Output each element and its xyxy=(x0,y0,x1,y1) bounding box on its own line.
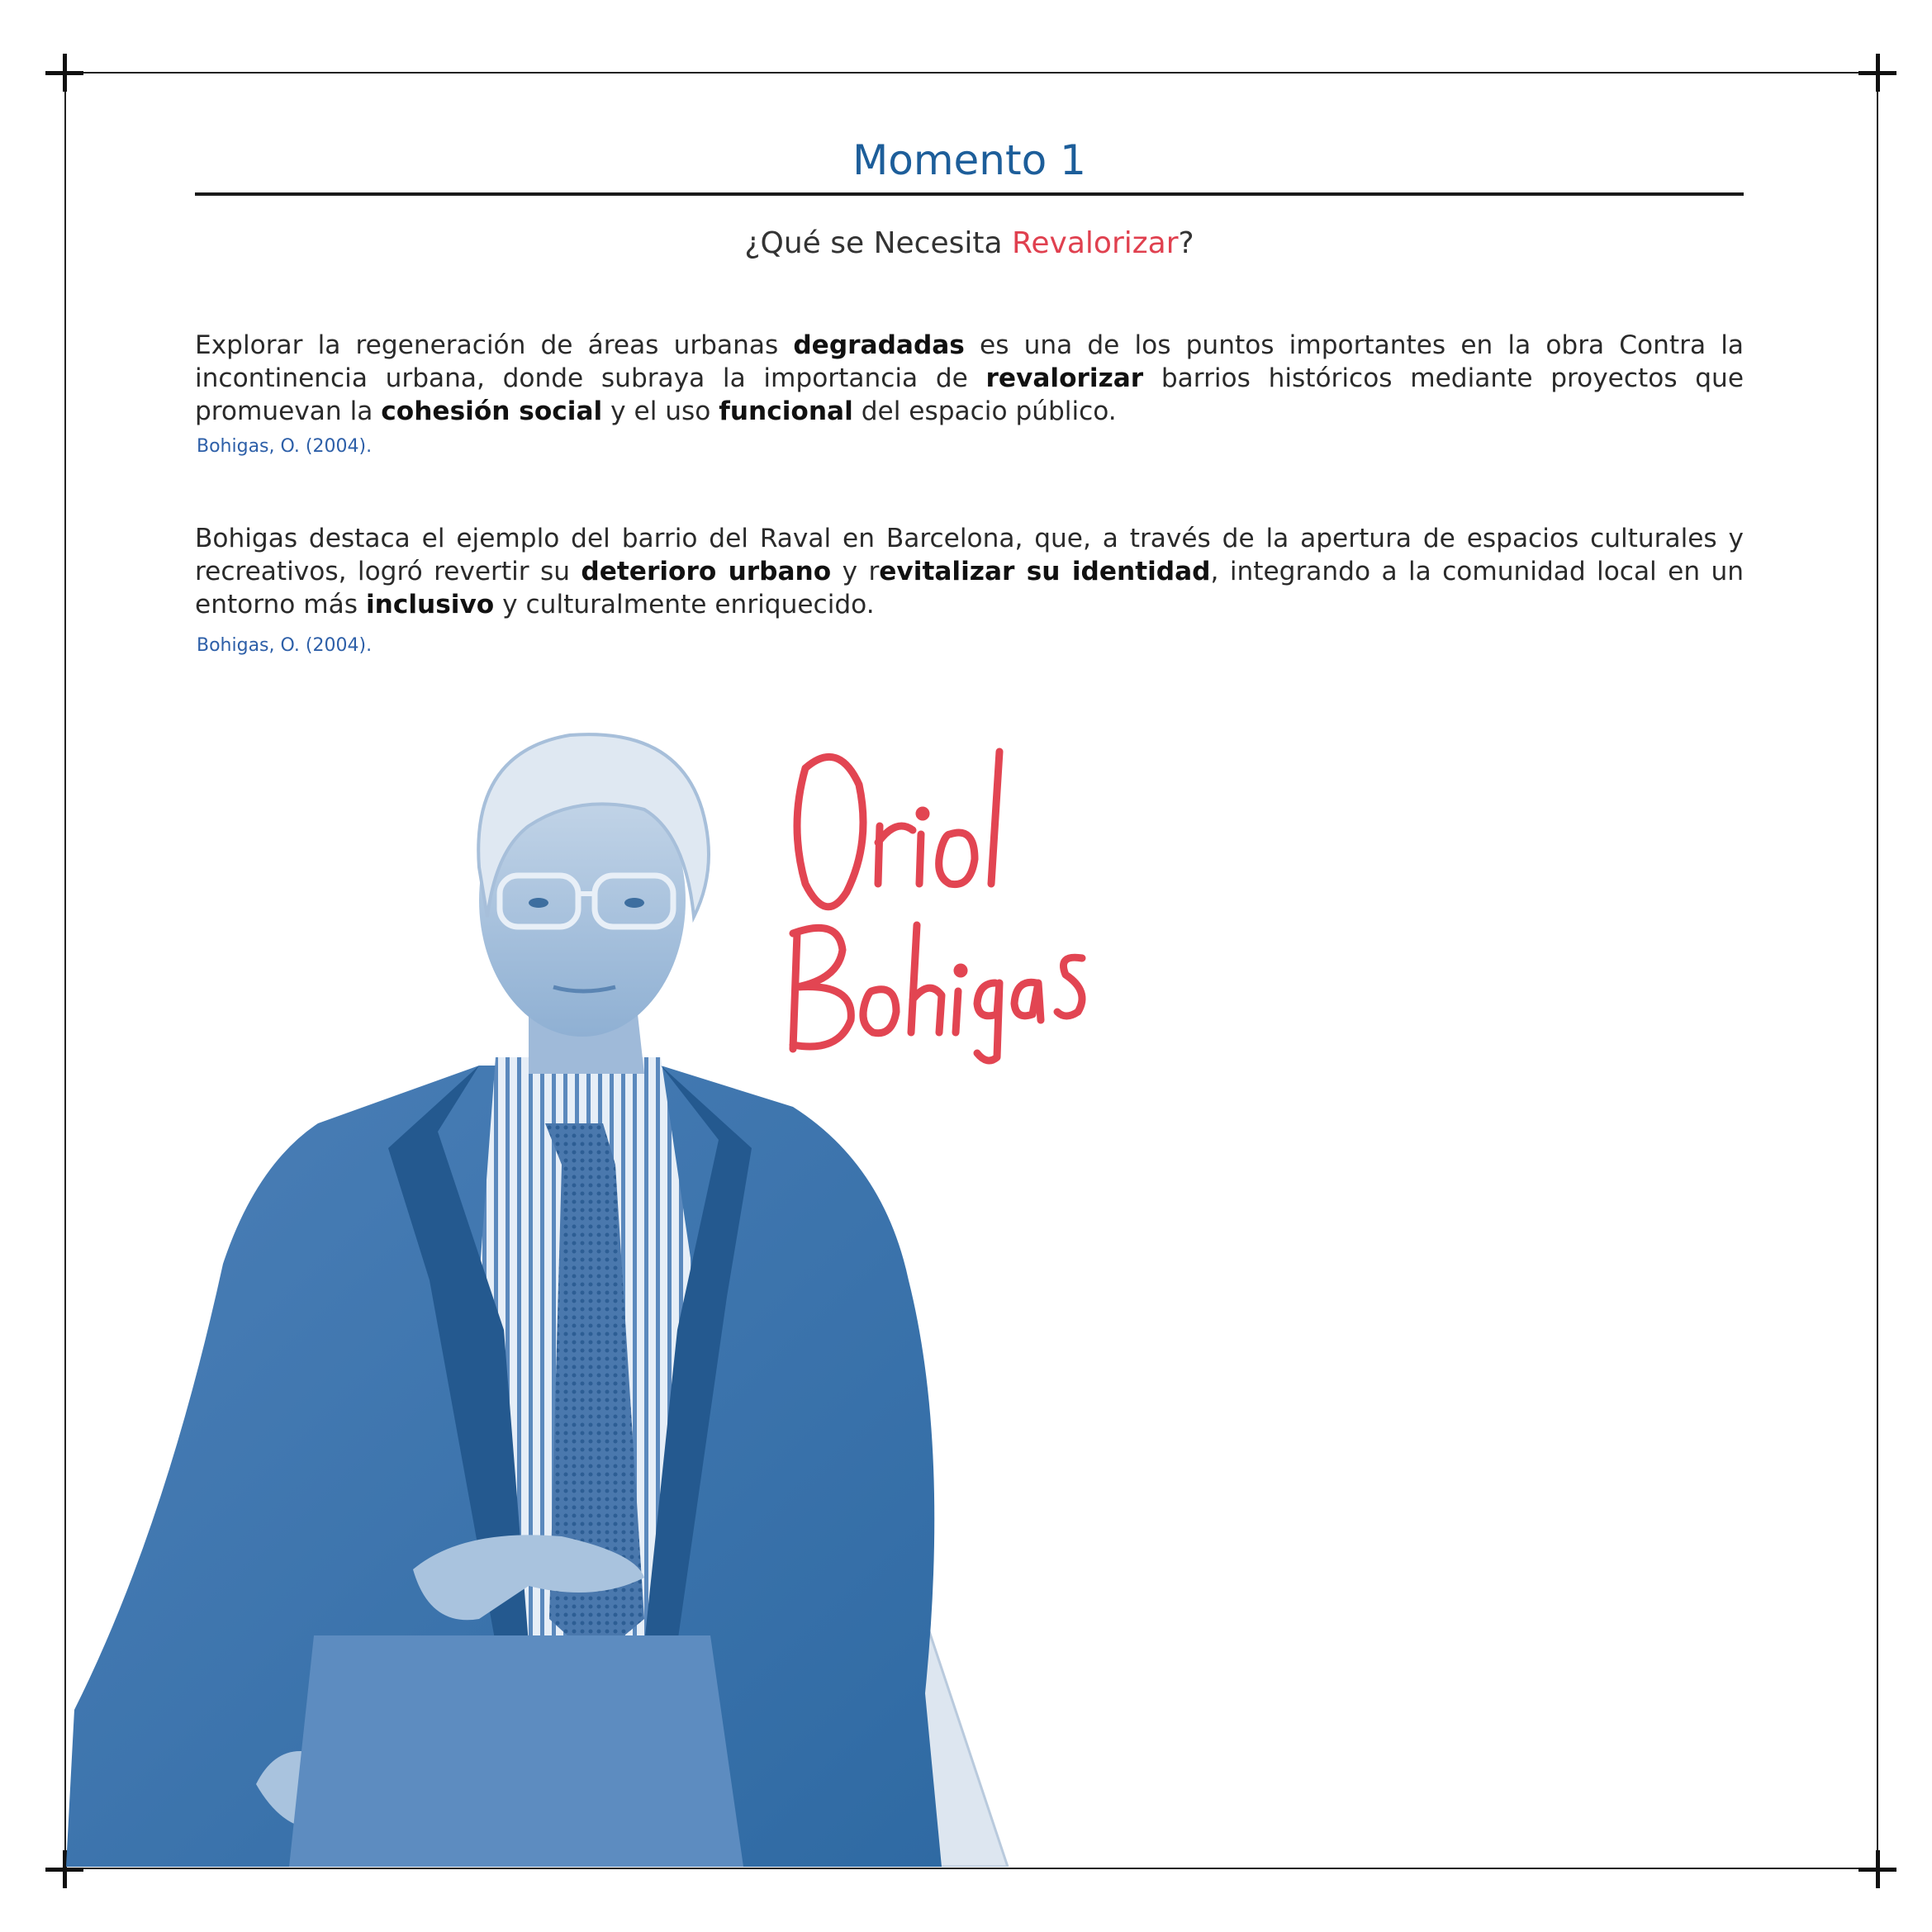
title-divider xyxy=(195,192,1744,196)
intro-paragraph: Explorar la regeneración de áreas urbanas degradadas es una de los puntos importantes en la obra Contra la incontinencia urbana, donde subraya la importancia de revalorizar barrios históricos mediante proyectos que promuevan la cohesión social y el uso funcional del espacio público. xyxy=(195,330,1744,426)
crop-mark-icon xyxy=(1858,1850,1896,1888)
page-subtitle: ¿Qué se Necesita Revalorizar? xyxy=(744,226,1194,260)
page-title: Momento 1 xyxy=(852,136,1086,184)
crop-mark-icon xyxy=(45,54,83,92)
raval-paragraph: Bohigas destaca el ejemplo del barrio del Raval en Barcelona, que, a través de la apertura de espacios culturales y recreativos, logró revertir su deterioro urbano y revitalizar su identidad, integrando a la comunidad local en un entorno más inclusivo y culturalmente enriquecido. xyxy=(195,524,1744,619)
subtitle-accent-word: Revalorizar xyxy=(1012,226,1179,260)
crop-mark-icon xyxy=(1858,54,1896,92)
handwritten-signature xyxy=(781,735,1127,1066)
citation-1: Bohigas, O. (2004). xyxy=(197,436,373,457)
citation-2: Bohigas, O. (2004). xyxy=(197,635,373,656)
